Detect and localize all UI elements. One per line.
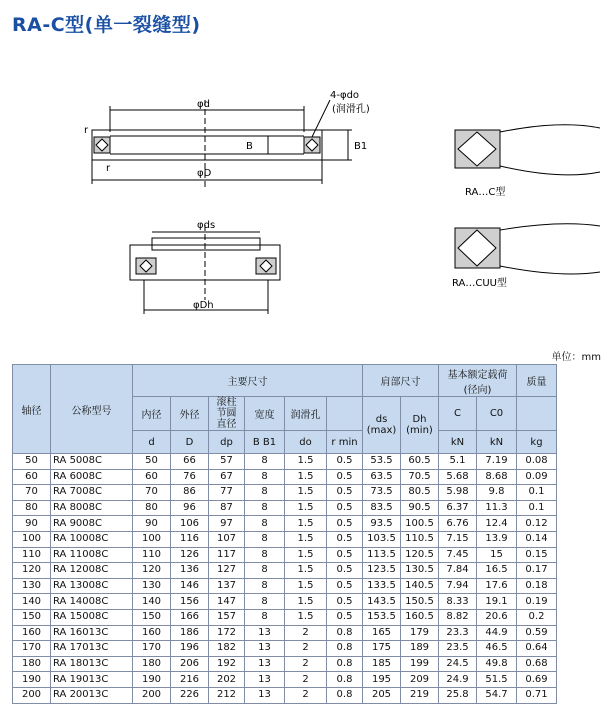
- B1-label: B1: [354, 141, 368, 152]
- unit-note: 单位：mm: [551, 352, 601, 363]
- table-cell: 6.37: [439, 500, 477, 516]
- table-cell: 13: [245, 656, 285, 672]
- table-cell: 189: [401, 641, 439, 657]
- col-outer: 外径: [171, 397, 209, 431]
- table-cell: 2: [285, 656, 327, 672]
- table-cell: 180: [133, 656, 171, 672]
- table-cell: 13: [245, 687, 285, 703]
- table-cell: 7.45: [439, 547, 477, 563]
- table-cell: 0.5: [327, 500, 363, 516]
- ds-label: φds: [197, 220, 216, 231]
- table-cell: 90: [133, 516, 171, 532]
- bearing-diagrams: [0, 40, 609, 340]
- table-cell: 8: [245, 469, 285, 485]
- table-cell: 0.5: [327, 594, 363, 610]
- col-inner: 内径: [133, 397, 171, 431]
- table-cell: 0.5: [327, 531, 363, 547]
- table-cell: 83.5: [363, 500, 401, 516]
- model-cell: RA 17013C: [51, 641, 133, 657]
- table-cell: 0.5: [327, 563, 363, 579]
- table-cell: 8.33: [439, 594, 477, 610]
- table-cell: 212: [209, 687, 245, 703]
- table-cell: 123.5: [363, 563, 401, 579]
- sub-BB1: B B1: [245, 431, 285, 454]
- bearing-mounting-view: [130, 220, 280, 314]
- col-model: 公称型号: [51, 365, 133, 454]
- table-cell: 63.5: [363, 469, 401, 485]
- sub-d: d: [133, 431, 171, 454]
- table-cell: 172: [209, 625, 245, 641]
- table-cell: 0.15: [517, 547, 557, 563]
- table-cell: 51.5: [477, 672, 517, 688]
- table-cell: 70.5: [401, 469, 439, 485]
- table-cell: 179: [401, 625, 439, 641]
- table-cell: 6.76: [439, 516, 477, 532]
- model-cell: RA 8008C: [51, 500, 133, 516]
- table-cell: 170: [133, 641, 171, 657]
- hole-label: 4-φdo: [330, 90, 360, 101]
- table-cell: 182: [209, 641, 245, 657]
- table-row: [13, 469, 557, 485]
- table-cell: 126: [171, 547, 209, 563]
- table-cell: 49.8: [477, 656, 517, 672]
- col-shoulder: 肩部尺寸: [363, 365, 439, 397]
- table-cell: 133.5: [363, 578, 401, 594]
- table-cell: 0.19: [517, 594, 557, 610]
- table-cell: 130: [13, 578, 51, 594]
- table-cell: 110: [13, 547, 51, 563]
- table-cell: 120: [133, 563, 171, 579]
- table-cell: 190: [133, 672, 171, 688]
- table-cell: 136: [171, 563, 209, 579]
- table-row: [13, 625, 557, 641]
- table-cell: 12.4: [477, 516, 517, 532]
- model-cell: RA 11008C: [51, 547, 133, 563]
- table-cell: 216: [171, 672, 209, 688]
- table-cell: 24.9: [439, 672, 477, 688]
- table-cell: 0.12: [517, 516, 557, 532]
- table-cell: 0.5: [327, 469, 363, 485]
- page-title: RA-C型(单一裂缝型): [12, 14, 201, 36]
- table-cell: 199: [401, 656, 439, 672]
- r-label-bottom: r: [106, 163, 111, 174]
- table-cell: 0.5: [327, 578, 363, 594]
- col-pitch: 滚柱 节圆 直径: [209, 397, 245, 431]
- table-cell: 146: [171, 578, 209, 594]
- model-cell: RA 12008C: [51, 563, 133, 579]
- table-cell: 0.17: [517, 563, 557, 579]
- table-cell: 46.5: [477, 641, 517, 657]
- table-cell: 150: [13, 609, 51, 625]
- table-cell: 0.18: [517, 578, 557, 594]
- table-cell: 53.5: [363, 454, 401, 470]
- table-cell: 1.5: [285, 547, 327, 563]
- table-row: [13, 594, 557, 610]
- table-cell: 209: [401, 672, 439, 688]
- table-cell: 1.5: [285, 500, 327, 516]
- table-cell: 130: [133, 578, 171, 594]
- sub-do: do: [285, 431, 327, 454]
- ra-c-label: RA…C型: [465, 187, 506, 198]
- table-cell: 13: [245, 625, 285, 641]
- table-cell: 0.5: [327, 485, 363, 501]
- table-cell: 8.68: [477, 469, 517, 485]
- table-cell: 66: [171, 454, 209, 470]
- table-cell: 1.5: [285, 485, 327, 501]
- table-cell: 70: [13, 485, 51, 501]
- table-cell: 13.9: [477, 531, 517, 547]
- table-cell: 97: [209, 516, 245, 532]
- table-cell: 1.5: [285, 469, 327, 485]
- D-label: φD: [197, 168, 212, 179]
- table-cell: 90: [13, 516, 51, 532]
- table-cell: 77: [209, 485, 245, 501]
- table-cell: 150.5: [401, 594, 439, 610]
- table-cell: 2: [285, 625, 327, 641]
- table-cell: 1.5: [285, 594, 327, 610]
- table-cell: 13: [245, 641, 285, 657]
- table-cell: 192: [209, 656, 245, 672]
- table-cell: 127: [209, 563, 245, 579]
- Dh-label: φDh: [193, 300, 214, 311]
- table-cell: 8: [245, 609, 285, 625]
- sub-kN-C0: kN: [477, 431, 517, 454]
- table-cell: 23.5: [439, 641, 477, 657]
- table-row: [13, 454, 557, 470]
- table-cell: 0.71: [517, 687, 557, 703]
- table-cell: 7.94: [439, 578, 477, 594]
- table-cell: 0.8: [327, 672, 363, 688]
- table-cell: 107: [209, 531, 245, 547]
- table-cell: 16.5: [477, 563, 517, 579]
- sub-kg: kg: [517, 431, 557, 454]
- spec-table: [12, 364, 557, 704]
- table-cell: 195: [363, 672, 401, 688]
- table-row: [13, 516, 557, 532]
- col-C0: C0: [477, 397, 517, 431]
- ra-cuu-label: RA…CUU型: [452, 278, 508, 289]
- table-cell: 25.8: [439, 687, 477, 703]
- table-cell: 11.3: [477, 500, 517, 516]
- table-cell: 60: [133, 469, 171, 485]
- table-cell: 8: [245, 531, 285, 547]
- table-row: [13, 485, 557, 501]
- table-cell: 0.08: [517, 454, 557, 470]
- sub-r: r min: [327, 431, 363, 454]
- col-r-blank: [327, 397, 363, 431]
- table-cell: 130.5: [401, 563, 439, 579]
- table-cell: 8: [245, 516, 285, 532]
- B-label: B: [246, 141, 253, 152]
- table-cell: 153.5: [363, 609, 401, 625]
- table-cell: 100.5: [401, 516, 439, 532]
- table-cell: 1.5: [285, 531, 327, 547]
- col-load: 基本额定载荷 (径向): [439, 365, 517, 397]
- table-cell: 0.64: [517, 641, 557, 657]
- table-cell: 8: [245, 563, 285, 579]
- table-cell: 150: [133, 609, 171, 625]
- table-cell: 140: [133, 594, 171, 610]
- table-row: [13, 578, 557, 594]
- table-row: [13, 687, 557, 703]
- table-row: [13, 547, 557, 563]
- table-row: [13, 563, 557, 579]
- table-cell: 0.5: [327, 609, 363, 625]
- table-cell: 140.5: [401, 578, 439, 594]
- table-cell: 8: [245, 485, 285, 501]
- table-cell: 166: [171, 609, 209, 625]
- col-mass: 质量: [517, 365, 557, 397]
- table-cell: 1.5: [285, 609, 327, 625]
- table-cell: 100: [133, 531, 171, 547]
- table-cell: 24.5: [439, 656, 477, 672]
- table-cell: 1.5: [285, 563, 327, 579]
- table-cell: 143.5: [363, 594, 401, 610]
- table-cell: 8: [245, 578, 285, 594]
- table-cell: 73.5: [363, 485, 401, 501]
- table-cell: 200: [133, 687, 171, 703]
- table-cell: 137: [209, 578, 245, 594]
- table-cell: 110: [133, 547, 171, 563]
- model-cell: RA 9008C: [51, 516, 133, 532]
- table-cell: 117: [209, 547, 245, 563]
- table-cell: 9.8: [477, 485, 517, 501]
- table-cell: 185: [363, 656, 401, 672]
- table-cell: 0.5: [327, 516, 363, 532]
- d-label: φd: [197, 99, 210, 110]
- table-cell: 206: [171, 656, 209, 672]
- sub-kN-C: kN: [439, 431, 477, 454]
- table-cell: 0.8: [327, 625, 363, 641]
- col-mass-blank: [517, 397, 557, 431]
- table-cell: 140: [13, 594, 51, 610]
- table-row: [13, 500, 557, 516]
- table-cell: 113.5: [363, 547, 401, 563]
- table-cell: 80.5: [401, 485, 439, 501]
- model-cell: RA 19013C: [51, 672, 133, 688]
- table-cell: 23.3: [439, 625, 477, 641]
- table-cell: 8: [245, 594, 285, 610]
- table-cell: 219: [401, 687, 439, 703]
- table-cell: 0.09: [517, 469, 557, 485]
- col-main: 主要尺寸: [133, 365, 363, 397]
- ra-cuu-detail: [452, 224, 600, 289]
- table-cell: 0.1: [517, 485, 557, 501]
- table-cell: 160: [133, 625, 171, 641]
- table-cell: 15: [477, 547, 517, 563]
- table-cell: 160.5: [401, 609, 439, 625]
- table-cell: 157: [209, 609, 245, 625]
- table-row: [13, 531, 557, 547]
- col-width: 宽度: [245, 397, 285, 431]
- table-cell: 0.1: [517, 500, 557, 516]
- model-cell: RA 7008C: [51, 485, 133, 501]
- table-cell: 106: [171, 516, 209, 532]
- table-cell: 7.15: [439, 531, 477, 547]
- sub-D: D: [171, 431, 209, 454]
- table-cell: 0.8: [327, 656, 363, 672]
- table-row: [13, 672, 557, 688]
- table-cell: 8: [245, 454, 285, 470]
- table-cell: 103.5: [363, 531, 401, 547]
- table-cell: 57: [209, 454, 245, 470]
- table-cell: 8: [245, 500, 285, 516]
- table-cell: 20.6: [477, 609, 517, 625]
- table-cell: 2: [285, 672, 327, 688]
- table-cell: 60.5: [401, 454, 439, 470]
- model-cell: RA 10008C: [51, 531, 133, 547]
- col-C: C: [439, 397, 477, 431]
- table-cell: 5.68: [439, 469, 477, 485]
- table-cell: 226: [171, 687, 209, 703]
- ra-c-detail: [455, 125, 600, 198]
- table-cell: 156: [171, 594, 209, 610]
- model-cell: RA 18013C: [51, 656, 133, 672]
- model-cell: RA 6008C: [51, 469, 133, 485]
- table-cell: 147: [209, 594, 245, 610]
- model-cell: RA 15008C: [51, 609, 133, 625]
- table-cell: 196: [171, 641, 209, 657]
- table-cell: 202: [209, 672, 245, 688]
- table-cell: 186: [171, 625, 209, 641]
- table-row: [13, 609, 557, 625]
- table-cell: 8.82: [439, 609, 477, 625]
- table-cell: 0.69: [517, 672, 557, 688]
- table-row: [13, 656, 557, 672]
- col-lube: 润滑孔: [285, 397, 327, 431]
- table-cell: 0.8: [327, 687, 363, 703]
- table-cell: 1.5: [285, 578, 327, 594]
- table-cell: 0.5: [327, 547, 363, 563]
- table-cell: 96: [171, 500, 209, 516]
- table-cell: 76: [171, 469, 209, 485]
- table-cell: 13: [245, 672, 285, 688]
- table-cell: 200: [13, 687, 51, 703]
- sub-dp: dp: [209, 431, 245, 454]
- table-cell: 19.1: [477, 594, 517, 610]
- table-cell: 80: [133, 500, 171, 516]
- table-cell: 5.1: [439, 454, 477, 470]
- table-cell: 120: [13, 563, 51, 579]
- col-shaft: 轴径: [13, 365, 51, 454]
- table-cell: 44.9: [477, 625, 517, 641]
- col-dh: Dh (min): [401, 397, 439, 454]
- spec-table-body: [13, 454, 557, 704]
- table-cell: 120.5: [401, 547, 439, 563]
- model-cell: RA 16013C: [51, 625, 133, 641]
- table-cell: 80: [13, 500, 51, 516]
- table-cell: 0.2: [517, 609, 557, 625]
- table-cell: 175: [363, 641, 401, 657]
- model-cell: RA 13008C: [51, 578, 133, 594]
- model-cell: RA 5008C: [51, 454, 133, 470]
- table-cell: 50: [13, 454, 51, 470]
- r-label-left: r: [84, 125, 89, 136]
- table-cell: 5.98: [439, 485, 477, 501]
- table-cell: 70: [133, 485, 171, 501]
- model-cell: RA 14008C: [51, 594, 133, 610]
- table-cell: 2: [285, 687, 327, 703]
- table-cell: 87: [209, 500, 245, 516]
- table-cell: 160: [13, 625, 51, 641]
- table-cell: 165: [363, 625, 401, 641]
- table-cell: 17.6: [477, 578, 517, 594]
- table-cell: 7.84: [439, 563, 477, 579]
- table-cell: 0.14: [517, 531, 557, 547]
- table-cell: 93.5: [363, 516, 401, 532]
- table-cell: 0.5: [327, 454, 363, 470]
- table-cell: 86: [171, 485, 209, 501]
- table-cell: 54.7: [477, 687, 517, 703]
- table-row: [13, 641, 557, 657]
- table-cell: 1.5: [285, 516, 327, 532]
- table-cell: 0.68: [517, 656, 557, 672]
- table-cell: 0.8: [327, 641, 363, 657]
- table-cell: 50: [133, 454, 171, 470]
- table-cell: 8: [245, 547, 285, 563]
- table-cell: 110.5: [401, 531, 439, 547]
- table-cell: 60: [13, 469, 51, 485]
- table-cell: 1.5: [285, 454, 327, 470]
- table-cell: 170: [13, 641, 51, 657]
- table-cell: 67: [209, 469, 245, 485]
- table-cell: 90.5: [401, 500, 439, 516]
- table-cell: 0.59: [517, 625, 557, 641]
- bearing-top-view: [84, 90, 370, 190]
- table-cell: 100: [13, 531, 51, 547]
- table-cell: 205: [363, 687, 401, 703]
- table-cell: 116: [171, 531, 209, 547]
- table-cell: 190: [13, 672, 51, 688]
- model-cell: RA 20013C: [51, 687, 133, 703]
- lube-label: (润滑孔): [332, 104, 370, 115]
- table-cell: 2: [285, 641, 327, 657]
- table-cell: 180: [13, 656, 51, 672]
- col-ds: ds (max): [363, 397, 401, 454]
- table-cell: 7.19: [477, 454, 517, 470]
